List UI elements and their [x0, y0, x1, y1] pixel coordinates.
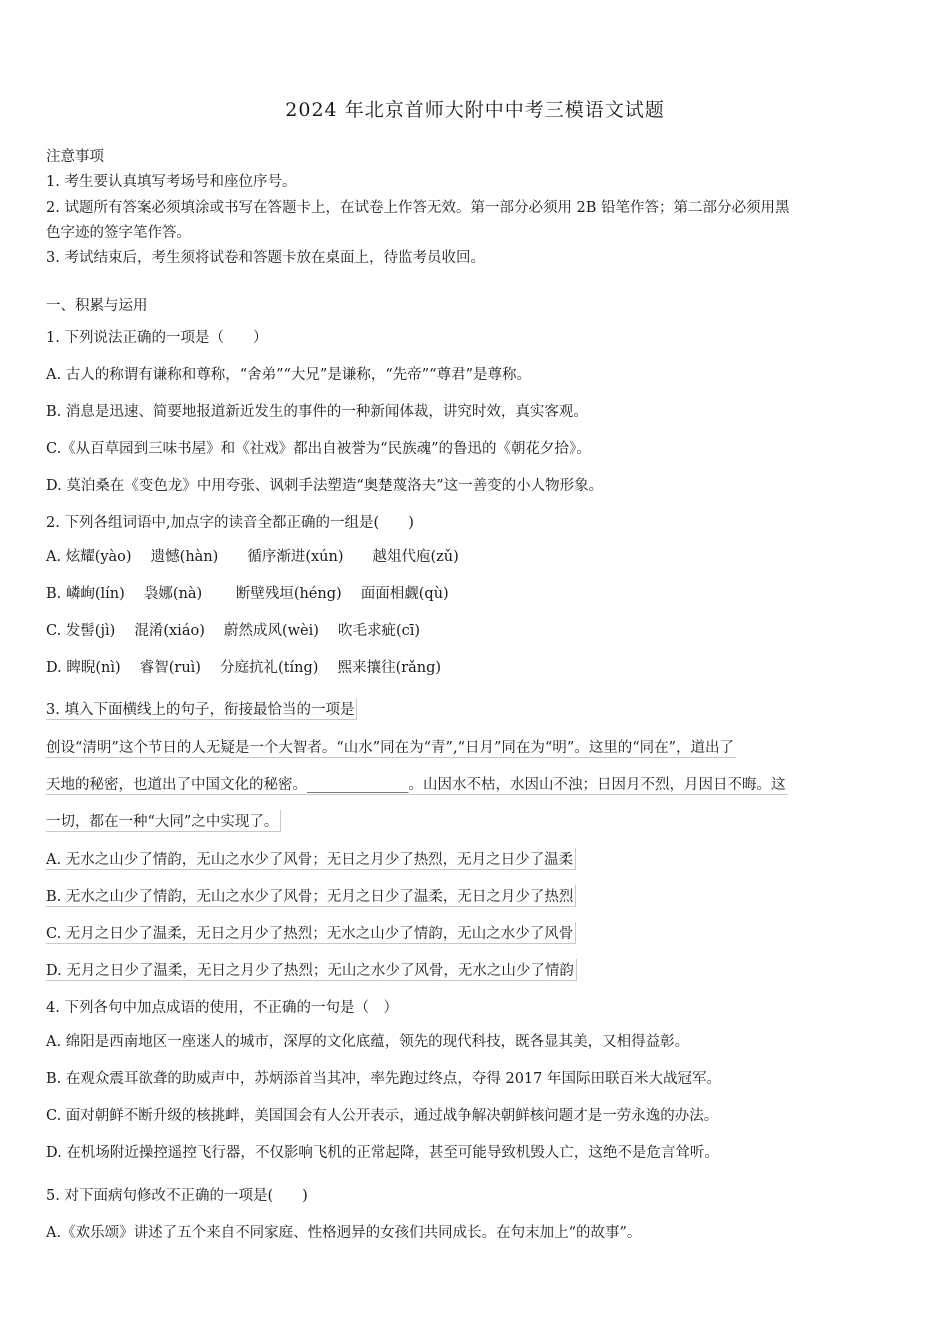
passage-line: 天地的秘密，也道出了中国文化的秘密。______________。山因水不枯，水因山不浊；日因月不烈，月因日不晦。这	[46, 773, 788, 795]
option-c: C. 面对朝鲜不断升级的核挑衅，美国国会有人公开表示，通过战争解决朝鲜核问题才是一劳永逸的办法。	[46, 1108, 719, 1124]
page-title: 2024 年北京首师大附中中考三模语文试题	[285, 99, 665, 121]
option-c: C.《从百草园到三味书屋》和《社戏》都出自被誉为“民族魂”的鲁迅的《朝花夕拾》。	[46, 441, 591, 457]
section-heading: 一、积累与运用	[46, 298, 148, 314]
notice-item: 2. 试题所有答案必须填涂或书写在答题卡上，在试卷上作答无效。第一部分必须用 2B 铅笔作答；第二部分必须用黑	[46, 200, 790, 216]
option-b: B. 无水之山少了情韵，无山之水少了风骨；无月之日少了温柔，无日之月少了热烈	[46, 885, 576, 907]
question-stem: 5. 对下面病句修改不正确的一项是( )	[46, 1188, 308, 1204]
passage-line: 一切，都在一种“大同”之中实现了。	[46, 810, 281, 832]
option-a: A. 古人的称谓有谦称和尊称，“舍弟”“大兄”是谦称，“先帝”“尊君”是尊称。	[46, 367, 531, 383]
option-c: C. 无月之日少了温柔，无日之月少了热烈；无水之山少了情韵，无山之水少了风骨	[46, 922, 576, 944]
option-a: A. 绵阳是西南地区一座迷人的城市，深厚的文化底蕴，领先的现代科技，既各显其美，又相得益彰。	[46, 1034, 690, 1050]
notice-item: 3. 考试结束后，考生须将试卷和答题卡放在桌面上，待监考员收回。	[46, 250, 485, 266]
option-b: B. 在观众震耳欲聋的助威声中，苏炳添首当其冲，率先跑过终点，夺得 2017 年国际田联百米大战冠军。	[46, 1071, 721, 1087]
option-d: D. 无月之日少了温柔，无日之月少了热烈；无山之水少了风骨，无水之山少了情韵	[46, 959, 577, 981]
option-d: D. 睥睨(nì) 睿智(ruì) 分庭抗礼(tíng) 熙来攘往(rǎng)	[46, 660, 442, 676]
option-a: A. 无水之山少了情韵，无山之水少了风骨；无日之月少了热烈，无月之日少了温柔	[46, 848, 576, 870]
option-a: A.《欢乐颂》讲述了五个来自不同家庭、性格迥异的女孩们共同成长。在句末加上“的故事”。	[46, 1225, 642, 1241]
question-stem: 1. 下列说法正确的一项是（ ）	[46, 330, 268, 346]
option-b: B. 嶙峋(lín) 袅娜(nà) 断壁残垣(héng) 面面相觑(qù)	[46, 586, 449, 602]
question-stem: 2. 下列各组词语中,加点字的读音全都正确的一组是( )	[46, 515, 414, 531]
notice-item: 色字迹的签字笔作答。	[46, 225, 191, 241]
option-b: B. 消息是迅速、简要地报道新近发生的事件的一种新闻体裁，讲究时效，真实客观。	[46, 404, 588, 420]
option-d: D. 在机场附近操控遥控飞行器，不仅影响飞机的正常起降，甚至可能导致机毁人亡，这绝不是危言耸听。	[46, 1145, 719, 1161]
question-stem: 4. 下列各句中加点成语的使用，不正确的一句是（ ）	[46, 1000, 398, 1016]
option-d: D. 莫泊桑在《变色龙》中用夸张、讽刺手法塑造“奥楚蔑洛夫”这一善变的小人物形象。	[46, 478, 604, 494]
option-c: C. 发髻(jì) 混淆(xiáo) 蔚然成风(wèi) 吹毛求疵(cī)	[46, 623, 421, 639]
notice-item: 1. 考生要认真填写考场号和座位序号。	[46, 174, 297, 190]
option-a: A. 炫耀(yào) 遗憾(hàn) 循序渐进(xún) 越俎代庖(zǔ)	[46, 549, 459, 565]
passage-line: 创设“清明”这个节日的人无疑是一个大智者。“山水”同在为“青”,“日月”同在为“明”。这里的“同在”，道出了	[46, 736, 736, 758]
notice-heading: 注意事项	[46, 149, 104, 165]
question-stem: 3. 填入下面横线上的句子，衔接最恰当的一项是	[46, 698, 357, 720]
